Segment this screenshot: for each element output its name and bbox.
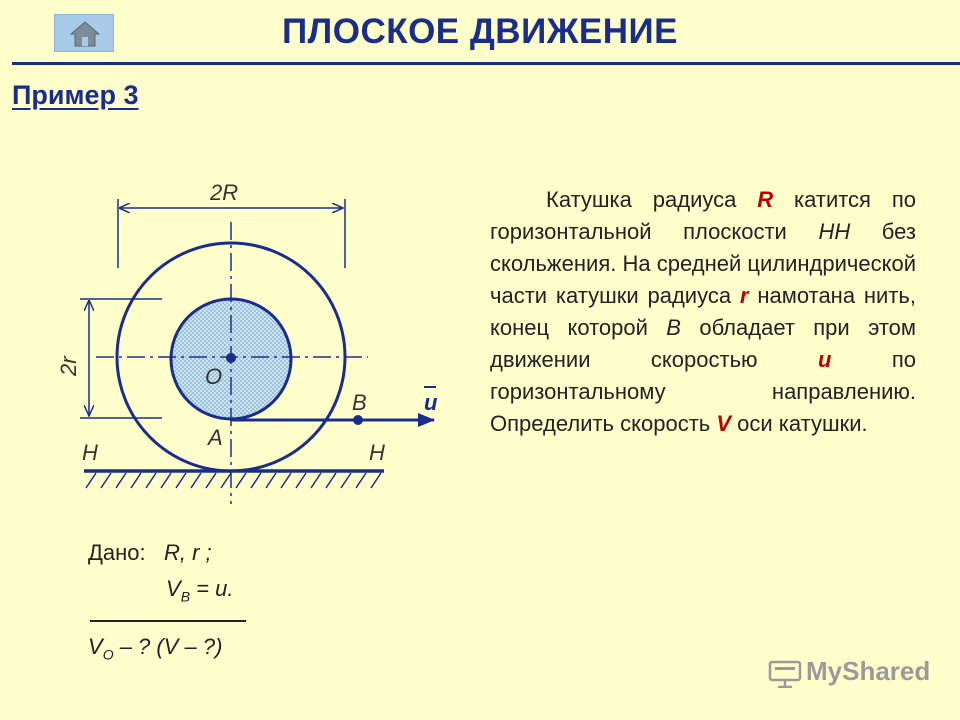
given-label: Дано: <box>88 540 146 565</box>
given-line-1 <box>88 540 212 566</box>
problem-statement: Катушка радиуса R катится по горизонтальной плоскости HH без скольжения. На средней цилиндрической части катушки радиуса r намотана нить, конец которой B обладает при этом движении скоростью u по горизонтальному направлению. Определить скорость V оси катушки. <box>490 187 917 436</box>
symbol-R: R <box>757 187 774 212</box>
label-a: A <box>208 425 223 450</box>
symbol-u: u <box>817 347 832 372</box>
label-2r: 2r <box>56 356 81 376</box>
ground-hatching <box>86 473 381 488</box>
page-title: ПЛОСКОЕ ДВИЖЕНИЕ <box>282 12 678 51</box>
label-h-right: H <box>369 440 385 465</box>
watermark: MyShared <box>768 656 930 688</box>
presentation-icon <box>768 658 802 688</box>
label-2R: 2R <box>210 180 239 205</box>
example-heading: Пример 3 <box>12 80 139 110</box>
label-b: B <box>352 390 367 415</box>
label-h-left: H <box>82 440 98 465</box>
symbol-V: V <box>716 411 732 436</box>
label-u: u <box>424 390 438 415</box>
center-point-o <box>226 353 236 363</box>
given-vars: R, r ; <box>163 540 212 565</box>
given-line-2: $V_B = u$. <box>166 576 234 605</box>
symbol-r: r <box>739 283 749 308</box>
label-o: O <box>205 364 223 389</box>
given-separator <box>90 620 246 622</box>
find-line: $V_O$ – ? (V – ?) <box>88 634 223 663</box>
